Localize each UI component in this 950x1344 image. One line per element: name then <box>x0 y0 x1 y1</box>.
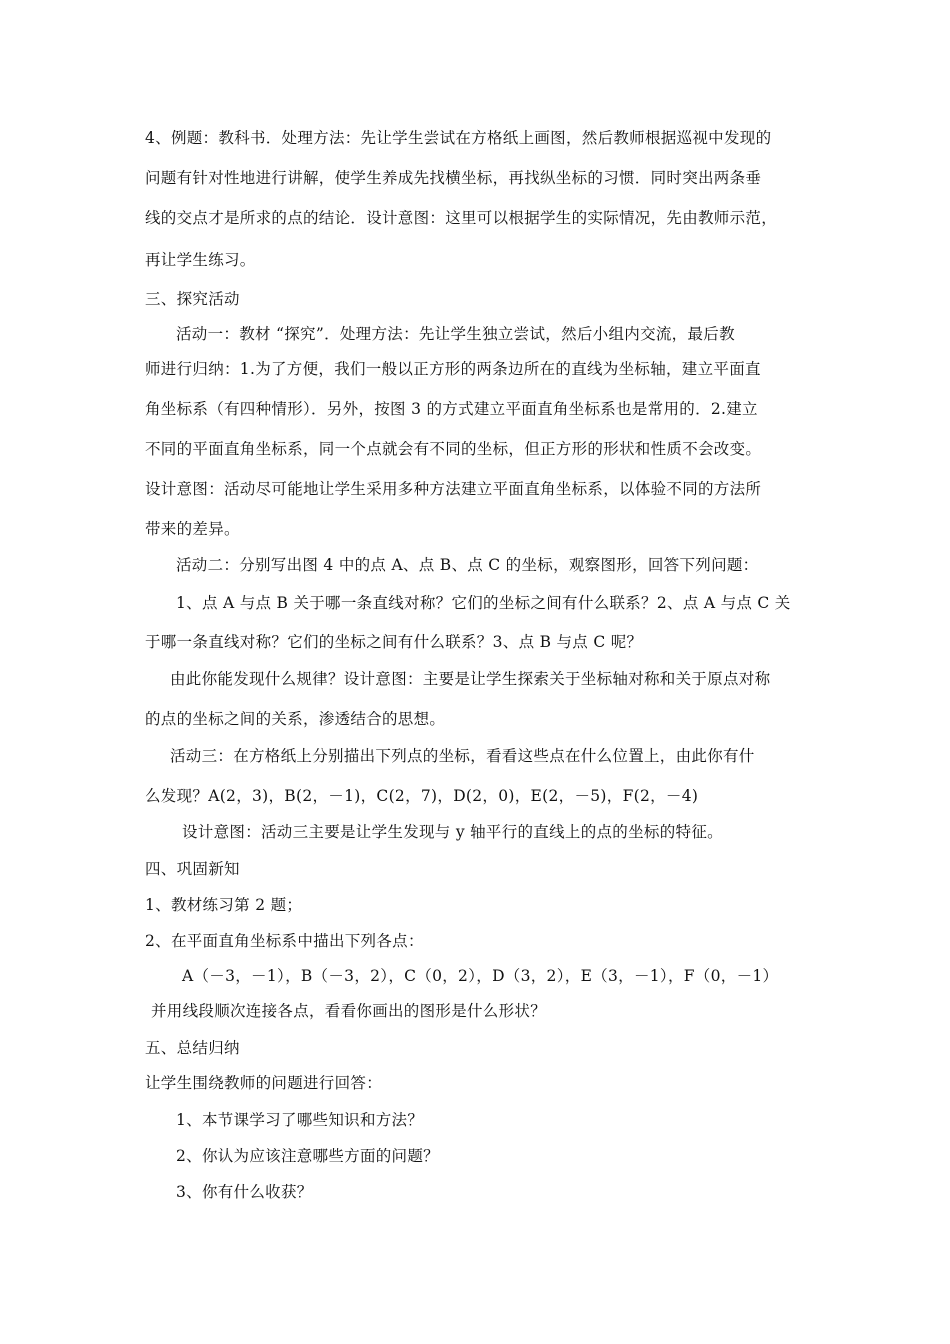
section-heading: 三、探究活动 <box>145 290 240 308</box>
text-line: 1、教材练习第 2 题； <box>145 896 303 914</box>
section-heading: 四、巩固新知 <box>145 860 240 878</box>
text-line: 问题有针对性地进行讲解，使学生养成先找横坐标，再找纵坐标的习惯．同时突出两条垂 <box>145 169 762 187</box>
text-line: 线的交点才是所求的点的结论．设计意图：这里可以根据学生的实际情况，先由教师示范， <box>145 209 778 227</box>
text-line: 不同的平面直角坐标系，同一个点就会有不同的坐标，但正方形的形状和性质不会改变。 <box>145 440 762 458</box>
text-line: 由此你能发现什么规律？设计意图：主要是让学生探索关于坐标轴对称和关于原点对称 <box>170 670 771 688</box>
text-line: 的点的坐标之间的关系，渗透结合的思想。 <box>145 710 446 728</box>
text-line: 角坐标系（有四种情形）．另外，按图 3 的方式建立平面直角坐标系也是常用的．2.建立 <box>145 400 758 418</box>
list-item: 3、你有什么收获？ <box>176 1183 313 1201</box>
text-line: 活动一：教材 “探究”．处理方法：先让学生独立尝试，然后小组内交流，最后教 <box>176 325 735 343</box>
list-item: 1、本节课学习了哪些知识和方法？ <box>176 1111 424 1129</box>
text-line: 并用线段顺次连接各点，看看你画出的图形是什么形状？ <box>151 1002 547 1020</box>
text-line: 2、在平面直角坐标系中描出下列各点： <box>145 932 424 950</box>
text-line: 1、点 A 与点 B 关于哪一条直线对称？它们的坐标之间有什么联系？2、点 A 与点 C 关 <box>176 594 791 612</box>
list-item: 2、你认为应该注意哪些方面的问题？ <box>176 1147 439 1165</box>
text-line: A（－3，－1），B（－3，2），C（0，2），D（3，2），E（3，－1），F（0，－1） <box>182 967 779 985</box>
text-line: 带来的差异。 <box>145 520 240 538</box>
section-heading: 五、总结归纳 <box>145 1039 240 1057</box>
text-line: 么发现？A(2，3)，B(2，－1)，C(2，7)，D(2，0)，E(2，－5)，F(2，－4) <box>145 787 699 805</box>
text-line: 活动三：在方格纸上分别描出下列点的坐标，看看这些点在什么位置上，由此你有什 <box>170 747 755 765</box>
text-line: 活动二：分别写出图 4 中的点 A、点 B、点 C 的坐标，观察图形，回答下列问题： <box>176 556 759 574</box>
text-line: 于哪一条直线对称？它们的坐标之间有什么联系？3、点 B 与点 C 呢？ <box>145 633 643 651</box>
text-line: 设计意图：活动尽可能地让学生采用多种方法建立平面直角坐标系，以体验不同的方法所 <box>145 480 762 498</box>
text-line: 师进行归纳：1.为了方便，我们一般以正方形的两条边所在的直线为坐标轴，建立平面直 <box>145 360 761 378</box>
text-line: 再让学生练习。 <box>145 251 256 269</box>
text-line: 4、例题：教科书．处理方法：先让学生尝试在方格纸上画图，然后教师根据巡视中发现的 <box>145 129 772 147</box>
text-line: 设计意图：活动三主要是让学生发现与 y 轴平行的直线上的点的坐标的特征。 <box>182 823 723 841</box>
text-line: 让学生围绕教师的问题进行回答： <box>145 1074 383 1092</box>
